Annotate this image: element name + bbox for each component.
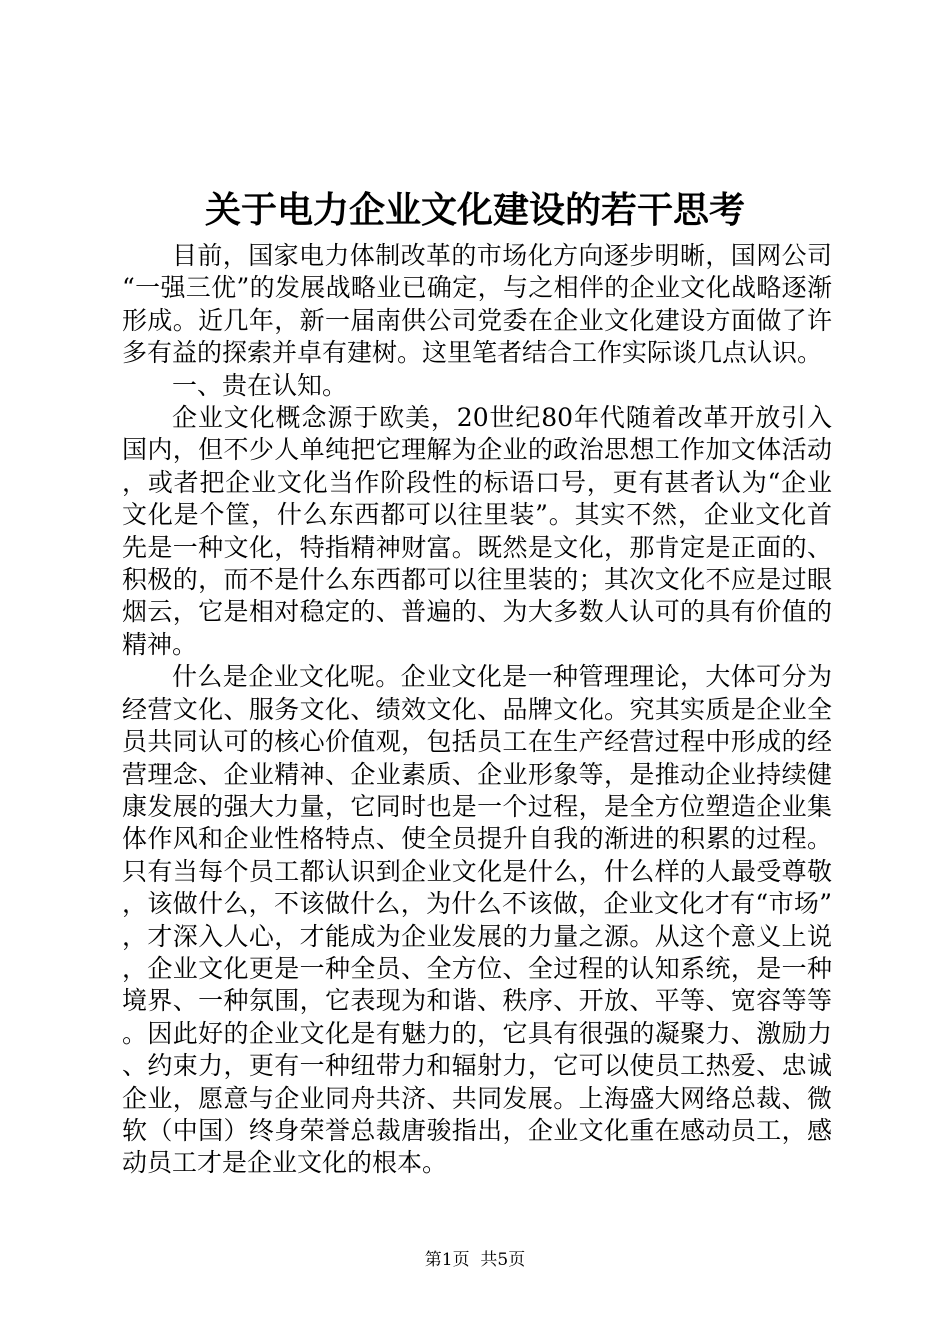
page-footer [0,1248,950,1272]
page-number: 第1页 [424,1250,470,1270]
paragraph-what-is-culture: 什么是企业文化呢。企业文化是一种管理理论，大体可分为经营文化、服务文化、绩效文化、品牌文化。究其实质是企业全员共同认可的核心价值观，包括员工在生产经营过程中形成的经营理念、企业精神、企业素质、企业形象等，是推动企业持续健康发展的强大力量，它同时也是一个过程，是全方位塑造企业集体作风和企业性格特点、使全员提升自我的渐进的积累的过程。只有当每个员工都认识到企业文化是什么，什么样的人最受尊敬，该做什么，不该做什么，为什么不该做，企业文化才有“市场”，才深入人心，才能成为企业发展的力量之源。从这个意义上说，企业文化更是一种全员、全方位、全过程的认知系统，是一种境界、一种氛围，它表现为和谐、秩序、开放、平等、宽容等等。因此好的企业文化是有魅力的，它具有很强的凝聚力、激励力、约束力，更有一种纽带力和辐射力，它可以使员工热爱、忠诚企业，愿意与企业同舟共济、共同发展。上海盛大网络总裁、微软（中国）终身荣誉总裁唐骏指出，企业文化重在感动员工，感动员工才是企业文化的根本。 [122,662,832,1178]
page-total: 共5页 [480,1250,526,1270]
paragraph-intro: 目前，国家电力体制改革的市场化方向逐步明晰，国网公司“一强三优”的发展战略业已确定，与之相伴的企业文化战略逐渐形成。近几年，新一届南供公司党委在企业文化建设方面做了许多有益的探索并卓有建树。这里笔者结合工作实际谈几点认识。 [122,241,832,368]
document-title: 关于电力企业文化建设的若干思考 [204,189,745,231]
section-heading-awareness: 一、贵在认知。 [172,370,348,400]
paragraph-concept-origin: 企业文化概念源于欧美，20世纪80年代随着改革开放引入国内，但不少人单纯把它理解为企业的政治思想工作加文体活动，或者把企业文化当作阶段性的标语口号，更有甚者认为“企业文化是个筐，什么东西都可以往里装”。其实不然，企业文化首先是一种文化，特指精神财富。既然是文化，那肯定是正面的、积极的，而不是什么东西都可以往里装的；其次文化不应是过眼烟云，它是相对稳定的、普遍的、为大多数人认可的具有价值的精神。 [122,403,832,659]
document-body [122,240,832,1180]
